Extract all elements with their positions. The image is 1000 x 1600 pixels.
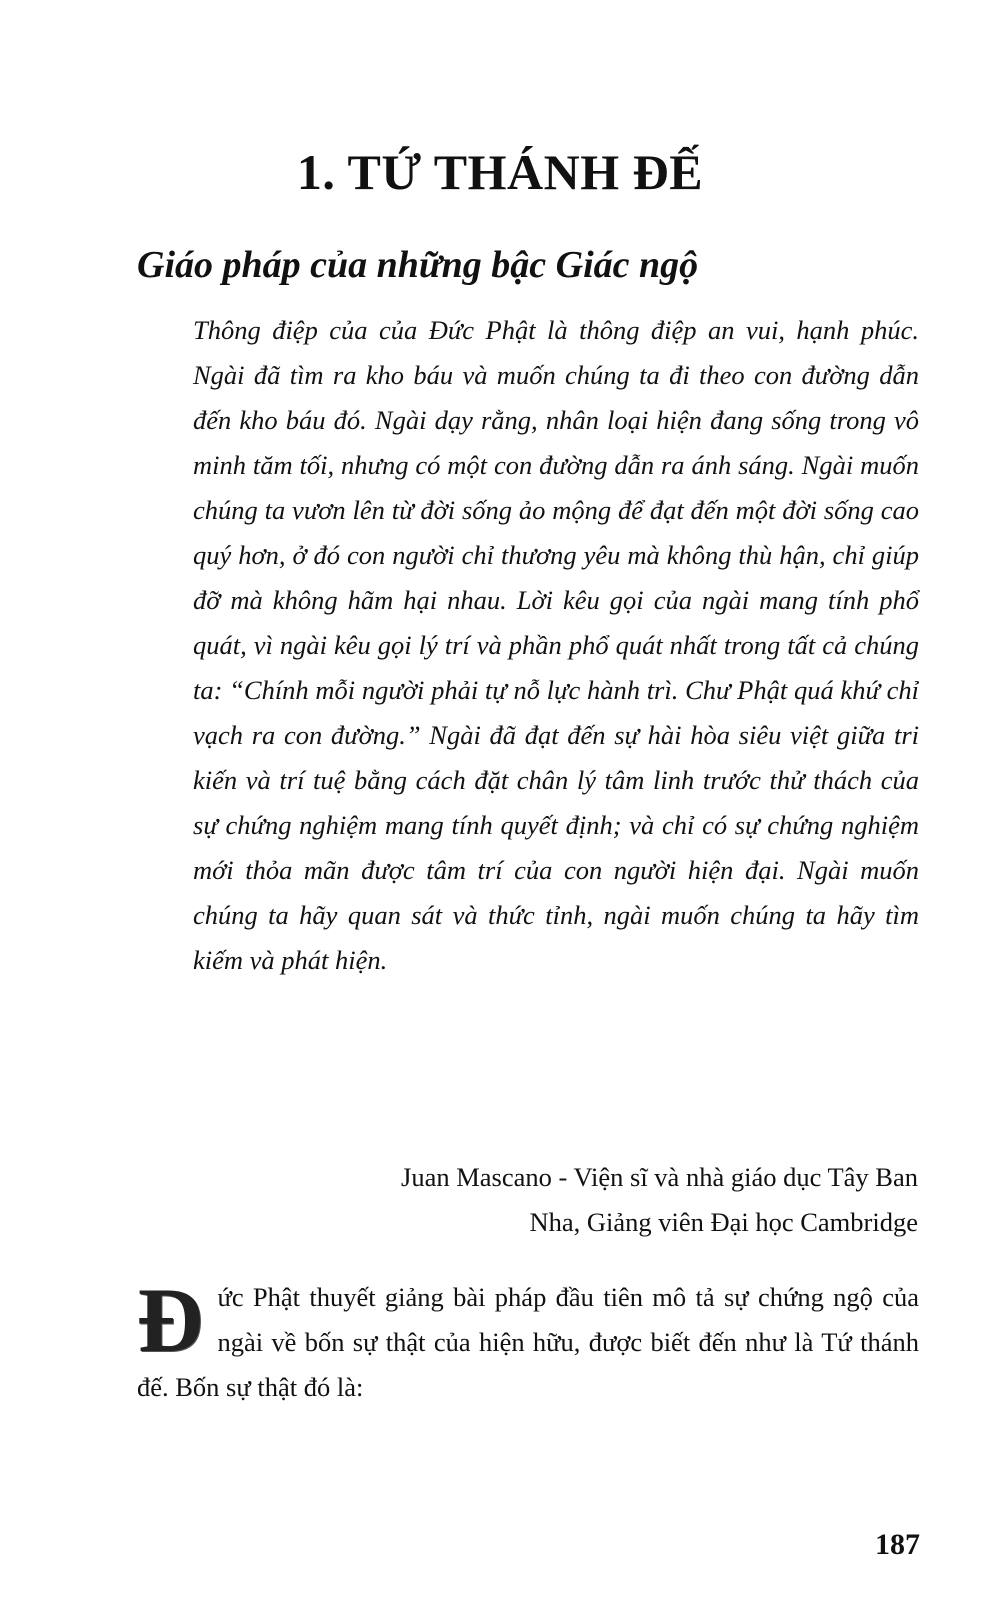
body-paragraph xyxy=(137,1269,919,1410)
epigraph-quote: Thông điệp của của Đức Phật là thông điệp an vui, hạnh phúc. Ngài đã tìm ra kho báu và muốn chúng ta đi theo con đường dẫn đến kho báu đó. Ngài dạy rằng, nhân loại hiện đang sống trong vô minh tăm tối, nhưng có một con đường dẫn ra ánh sáng. Ngài muốn chúng ta vươn lên từ đời sống ảo mộng để đạt đến một đời sống cao quý hơn, ở đó con người chỉ thương yêu mà không thù hận, chỉ giúp đỡ mà không hãm hại nhau. Lời kêu gọi của ngài mang tính phổ quát, vì ngài kêu gọi lý trí và phần phổ quát nhất trong tất cả chúng ta: “Chính mỗi người phải tự nỗ lực hành trì. Chư Phật quá khứ chỉ vạch ra con đường.” Ngài đã đạt đến sự hài hòa siêu việt giữa tri kiến và trí tuệ bằng cách đặt chân lý tâm linh trước thử thách của sự chứng nghiệm mang tính quyết định; và chỉ có sự chứng nghiệm mới thỏa mãn được tâm trí của con người hiện đại. Ngài muốn chúng ta hãy quan sát và thức tỉnh, ngài muốn chúng ta hãy tìm kiếm và phát hiện. xyxy=(193,315,919,975)
epigraph-attribution xyxy=(190,1155,918,1245)
attribution-line-1: Juan Mascano - Viện sĩ và nhà giáo dục Tây Ban xyxy=(401,1162,918,1192)
drop-cap: Đ xyxy=(137,1269,204,1371)
chapter-title: 1. TỨ THÁNH ĐẾ xyxy=(296,144,704,200)
body-paragraph-text: ức Phật thuyết giảng bài pháp đầu tiên mô tả sự chứng ngộ của ngài về bốn sự thật của hiện hữu, được biết đến như là Tứ thánh đế. Bốn sự thật đó là: xyxy=(137,1282,919,1402)
section-title: Giáo pháp của những bậc Giác ngộ xyxy=(137,244,699,286)
attribution-line-2: Nha, Giảng viên Đại học Cambridge xyxy=(529,1207,918,1237)
page-number: 187 xyxy=(875,1528,920,1561)
